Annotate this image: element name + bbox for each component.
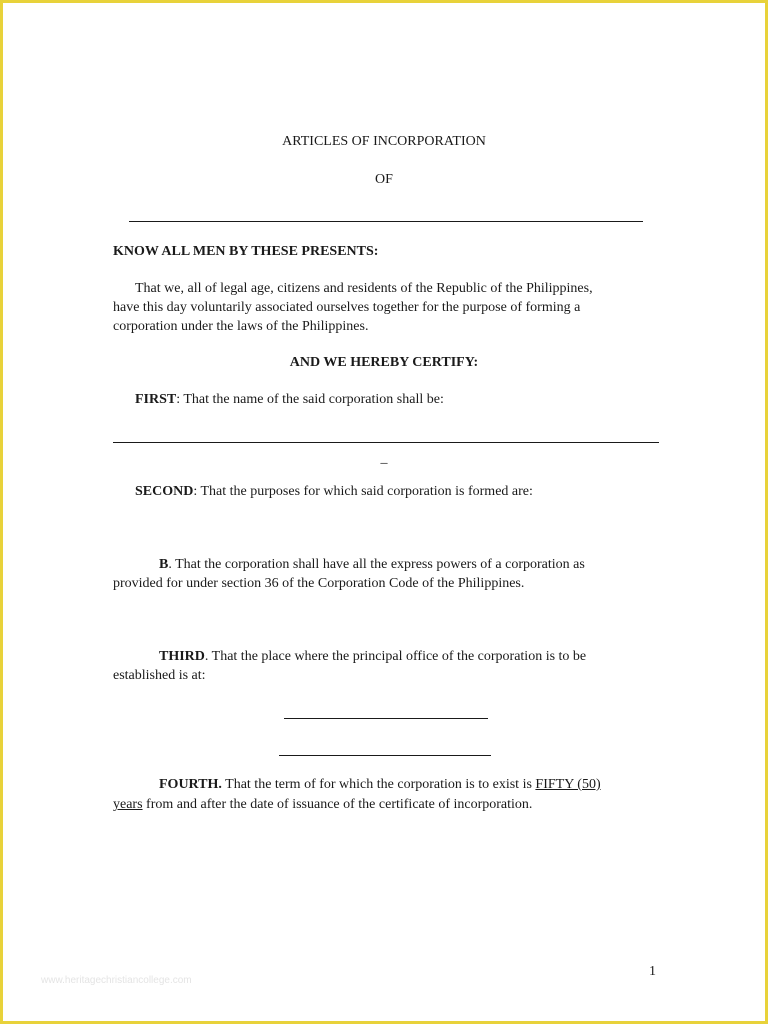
fourth-article-line-1 [159,775,601,794]
third-label: THIRD [159,649,205,664]
name-entry-dash: _ [380,451,388,466]
b-label: B [159,557,169,572]
first-article [135,390,444,409]
intro-line-2: have this day voluntarily associated ourselves together for the purpose of forming a [113,300,581,315]
b-text-1: . That the corporation shall have all the express powers of a corporation as [168,557,585,572]
second-text: : That the purposes for which said corporation is formed are: [193,484,533,499]
second-label: SECOND [135,484,194,499]
b-article-line-1 [159,555,585,574]
fourth-term-years: years [113,797,143,812]
fourth-text-1: That the term of for which the corporation is to exist is [221,777,536,792]
third-article-line-1 [159,647,586,666]
fourth-label: FOURTH. [159,777,222,792]
watermark: www.heritagechristiancollege.com [41,975,192,986]
page-number: 1 [649,964,656,979]
third-article-line-2: established is at: [113,668,206,683]
first-label: FIRST [135,392,177,407]
certify-heading: AND WE HEREBY CERTIFY: [289,355,479,370]
fourth-term: FIFTY (50) [535,777,601,792]
third-text-1: . That the place where the principal office of the corporation is to be [204,649,587,664]
corporation-name-line [129,221,643,222]
first-text: : That the name of the said corporation shall be: [176,392,444,407]
fourth-text-2: from and after the date of issuance of the certificate of incorporation. [142,797,533,812]
document-title: ARTICLES OF INCORPORATION [282,134,486,149]
second-article [135,482,533,501]
fourth-article-line-2 [113,795,532,814]
document-of: OF [375,172,393,187]
intro-line-3: corporation under the laws of the Philippines. [113,319,369,334]
know-all-heading: KNOW ALL MEN BY THESE PRESENTS: [113,244,379,259]
intro-line-1: That we, all of legal age, citizens and residents of the Republic of the Philippines, [135,281,593,296]
address-line-1 [284,718,488,719]
b-article-line-2: provided for under section 36 of the Corporation Code of the Philippines. [113,576,525,591]
name-entry-line [113,442,659,443]
address-line-2 [279,755,491,756]
